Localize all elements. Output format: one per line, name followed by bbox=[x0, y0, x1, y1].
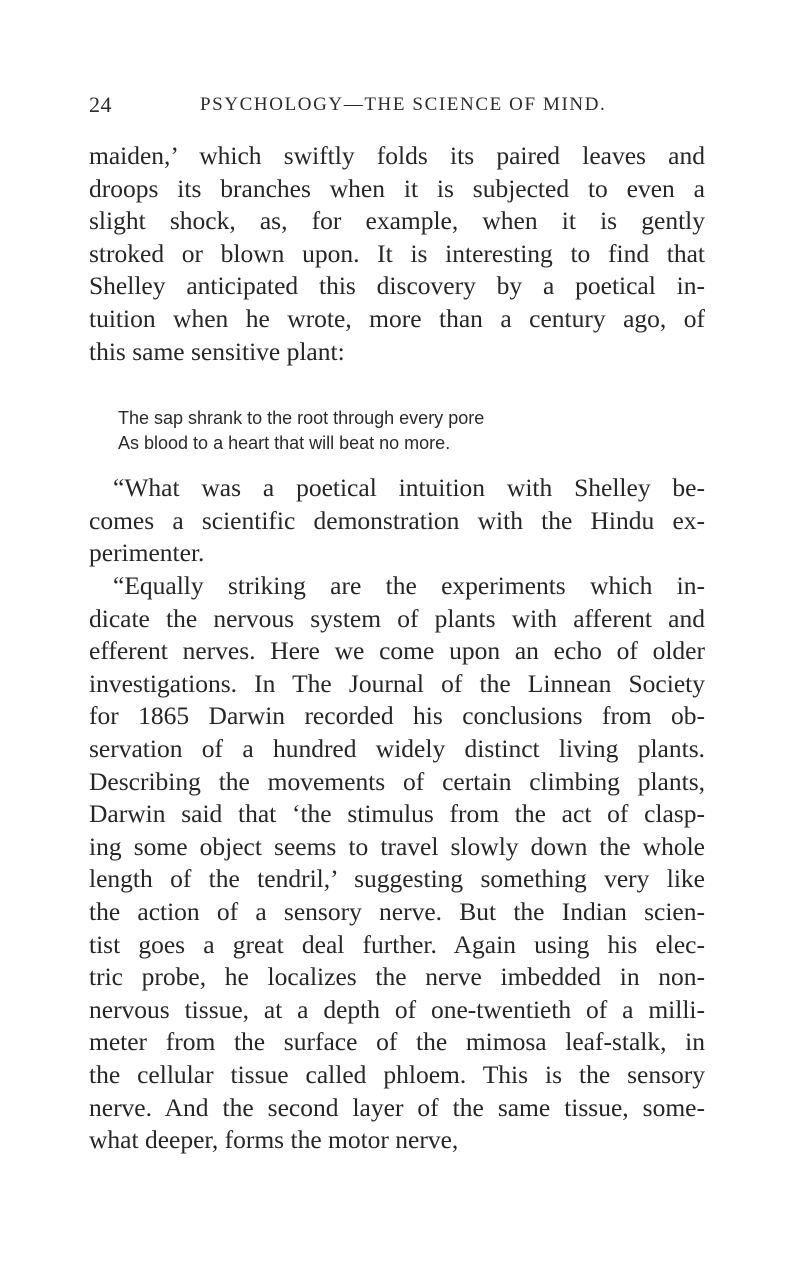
text-line: servation of a hundred widely distinct living plants. bbox=[89, 733, 705, 763]
text-line: dicate the nervous system of plants with afferent and bbox=[89, 603, 705, 633]
text-line: nervous tissue, at a depth of one-twentieth of a milli- bbox=[89, 994, 705, 1024]
text-line: investigations. In The Journal of the Linnean Society bbox=[89, 668, 705, 698]
text-line: stroked or blown upon. It is interesting to find that bbox=[89, 238, 705, 268]
text-line: droops its branches when it is subjected to even a bbox=[89, 173, 705, 203]
text-line: meter from the surface of the mimosa leaf-stalk, in bbox=[89, 1027, 705, 1057]
text-line: Describing the movements of certain climbing plants, bbox=[89, 766, 705, 796]
page-number: 24 bbox=[89, 92, 112, 117]
text-line: Darwin said that ‘the stimulus from the act of clasp- bbox=[89, 799, 705, 829]
text-line: Shelley anticipated this discovery by a poetical in- bbox=[89, 271, 705, 301]
text-line: perimenter. bbox=[89, 538, 205, 568]
running-head bbox=[0, 92, 800, 122]
text-line: for 1865 Darwin recorded his conclusions from ob- bbox=[89, 701, 705, 731]
text-line: ing some object seems to travel slowly down the whole bbox=[89, 831, 705, 861]
paragraph-1 bbox=[89, 140, 705, 368]
text-line: “What was a poetical intuition with Shelley be- bbox=[113, 473, 705, 502]
text-line: “Equally striking are the experiments which in- bbox=[113, 571, 705, 600]
running-title: PSYCHOLOGY—THE SCIENCE OF MIND. bbox=[200, 94, 607, 115]
paragraph-2 bbox=[89, 472, 705, 570]
text-line: tist goes a great deal further. Again using his elec- bbox=[89, 929, 705, 959]
text-line: efferent nerves. Here we come upon an echo of older bbox=[89, 636, 705, 666]
verse-line: The sap shrank to the root through every pore bbox=[118, 408, 485, 428]
text-line: this same sensitive plant: bbox=[89, 336, 345, 366]
verse-line: As blood to a heart that will beat no more. bbox=[118, 433, 451, 453]
text-line: comes a scientific demonstration with the Hindu ex- bbox=[89, 505, 705, 535]
text-line: the cellular tissue called phloem. This is the sensory bbox=[89, 1059, 705, 1089]
text-line: what deeper, forms the motor nerve, bbox=[89, 1125, 459, 1155]
text-line: length of the tendril,’ suggesting something very like bbox=[89, 864, 705, 894]
text-line: tric probe, he localizes the nerve imbedded in non- bbox=[89, 962, 705, 992]
paragraph-3 bbox=[89, 570, 705, 1157]
text-line: the action of a sensory nerve. But the Indian scien- bbox=[89, 896, 705, 926]
text-line: nerve. And the second layer of the same tissue, some- bbox=[89, 1092, 705, 1122]
text-line: slight shock, as, for example, when it is gently bbox=[89, 206, 705, 236]
verse-quotation bbox=[118, 406, 678, 456]
text-line: maiden,’ which swiftly folds its paired leaves and bbox=[89, 141, 705, 170]
text-line: tuition when he wrote, more than a century ago, of bbox=[89, 303, 705, 333]
